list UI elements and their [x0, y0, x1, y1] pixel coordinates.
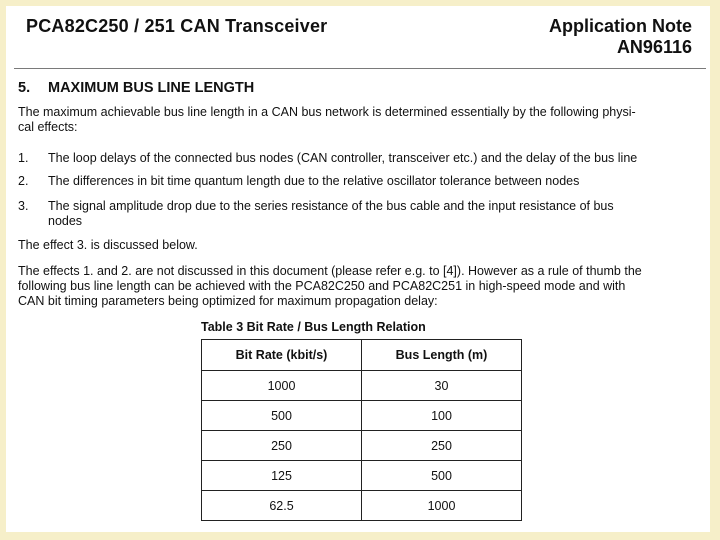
effect-number: 2. [18, 174, 29, 188]
effect-text: The signal amplitude drop due to the series resistance of the bus cable and the input resistance of bus [48, 199, 614, 213]
header-divider [14, 68, 706, 69]
table-header-row [202, 340, 522, 371]
section-heading [18, 80, 254, 96]
bus-length-cell: 1000 [362, 491, 522, 521]
table-row [202, 431, 522, 461]
table-row [202, 491, 522, 521]
bit-rate-cell: 62.5 [202, 491, 362, 521]
header-title: PCA82C250 / 251 CAN Transceiver [26, 16, 328, 36]
column-header-bus-length: Bus Length (m) [362, 340, 522, 371]
bus-length-cell: 500 [362, 461, 522, 491]
bus-length-cell: 30 [362, 371, 522, 401]
header-doc-info [549, 16, 692, 58]
effect3-note: The effect 3. is discussed below. [18, 238, 198, 252]
bit-rate-cell: 250 [202, 431, 362, 461]
intro-paragraph [18, 105, 704, 135]
section-title: MAXIMUM BUS LINE LENGTH [48, 80, 255, 96]
effect-text: nodes [48, 214, 83, 228]
intro-line: The maximum achievable bus line length in a CAN bus network is determined essentially by the following physi- [18, 105, 636, 119]
table-row [202, 461, 522, 491]
bus-length-cell: 250 [362, 431, 522, 461]
section-number: 5. [18, 80, 31, 96]
paragraph-line: The effects 1. and 2. are not discussed in this document (please refer e.g. to [4]). However as a rule of thumb the [18, 264, 642, 278]
effect-text: The differences in bit time quantum length due to the relative oscillator tolerance between nodes [48, 174, 580, 188]
bus-length-cell: 100 [362, 401, 522, 431]
effect-item-3 [18, 199, 704, 229]
effect-number: 1. [18, 151, 29, 165]
table-row [202, 371, 522, 401]
bit-rate-cell: 1000 [202, 371, 362, 401]
rule-of-thumb-paragraph [18, 264, 704, 309]
effect-item-2 [18, 174, 704, 189]
bit-rate-cell: 125 [202, 461, 362, 491]
effect-item-1 [18, 151, 704, 166]
column-header-bit-rate: Bit Rate (kbit/s) [202, 340, 362, 371]
bit-rate-cell: 500 [202, 401, 362, 431]
table-row [202, 401, 522, 431]
paragraph-line: CAN bit timing parameters being optimized for maximum propagation delay: [18, 294, 438, 308]
header-doc-type: Application Note [549, 16, 692, 36]
effect-text: The loop delays of the connected bus nodes (CAN controller, transceiver etc.) and the delay of the bus line [48, 151, 638, 165]
header-doc-number: AN96116 [616, 37, 692, 57]
intro-line: cal effects: [18, 120, 78, 134]
document-page [6, 6, 710, 532]
paragraph-line: following bus line length can be achieved with the PCA82C250 and PCA82C251 in high-speed mode and with [18, 279, 626, 293]
table-caption: Table 3 Bit Rate / Bus Length Relation [201, 320, 426, 334]
bit-rate-table [201, 339, 522, 521]
effect-number: 3. [18, 199, 29, 213]
